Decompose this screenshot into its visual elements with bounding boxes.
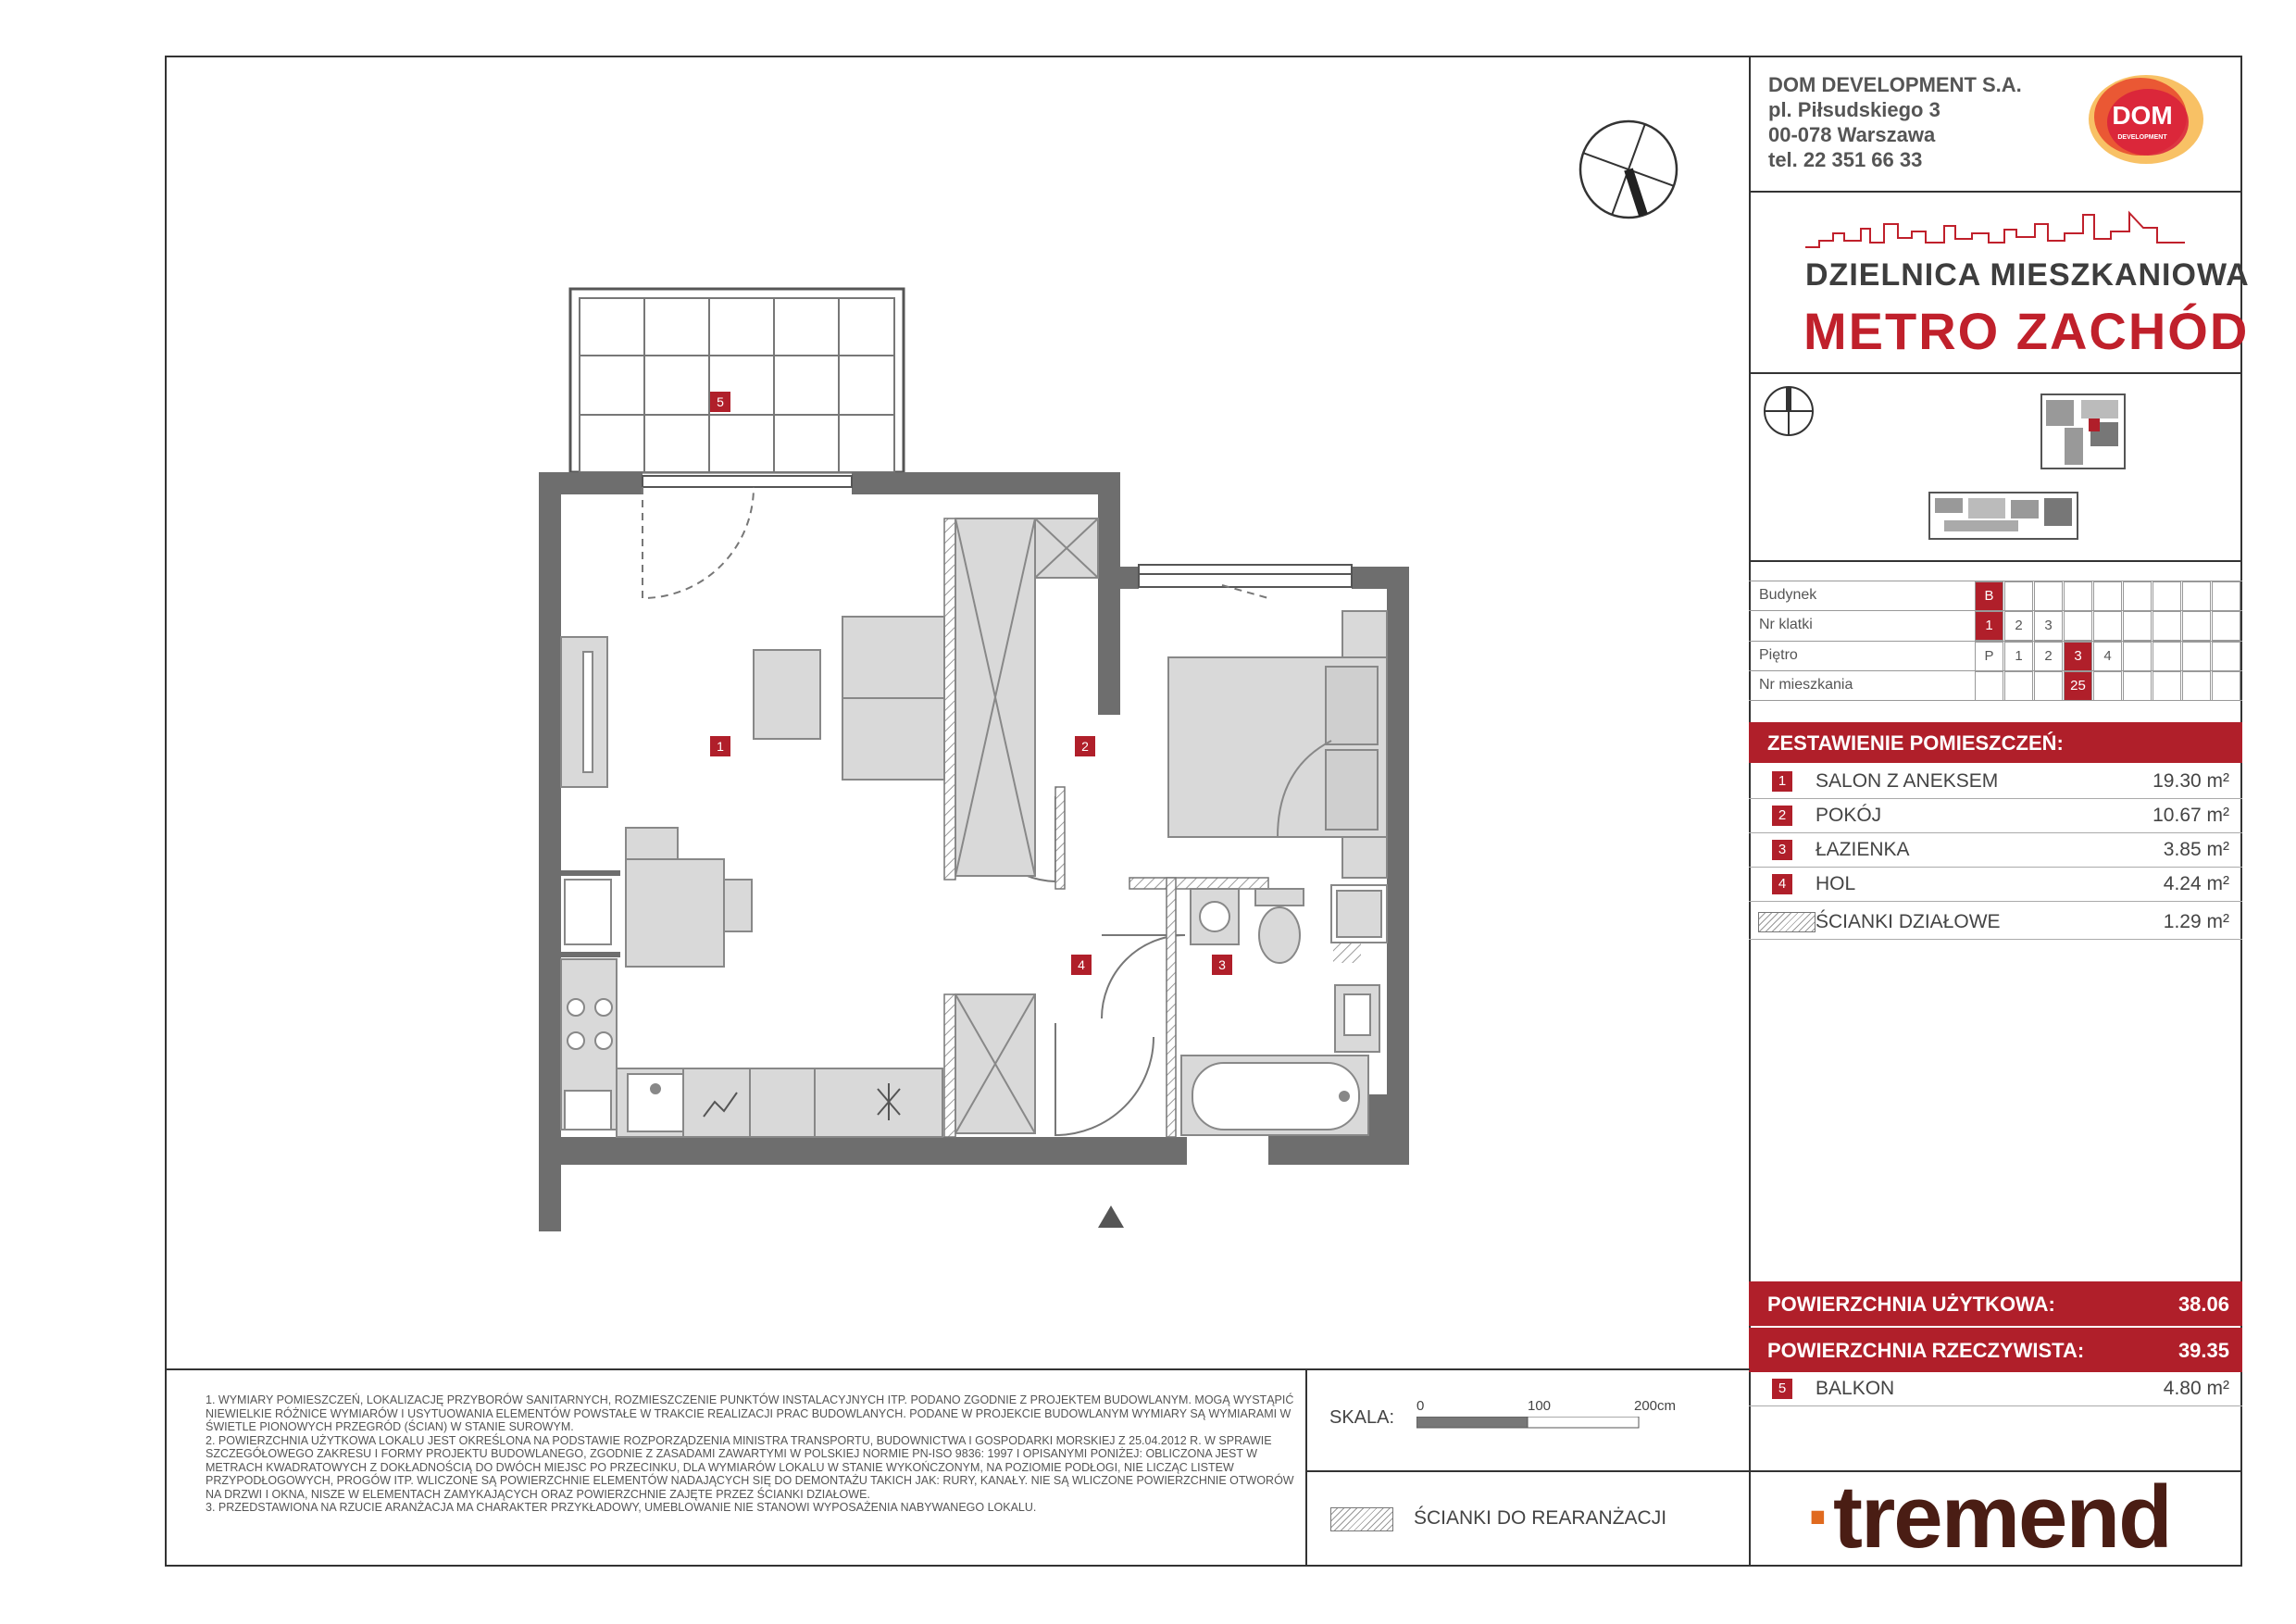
- scale-tick-0: 0: [1416, 1398, 1425, 1414]
- room-area: 3.85 m²: [2163, 839, 2229, 860]
- company-street: pl. Piłsudskiego 3: [1768, 98, 1940, 121]
- grid-cell-stair: [2182, 611, 2211, 641]
- project-line2: METRO ZACHÓD: [1803, 302, 2250, 360]
- grid-cell-floor: [2123, 642, 2152, 671]
- room-label-5: 5: [710, 392, 730, 412]
- grid-cell-flat: [2123, 671, 2152, 701]
- room-label-4: 4: [1071, 955, 1092, 975]
- grid-cell-floor: [2212, 642, 2240, 671]
- wardrobe: [955, 518, 1098, 1133]
- balcony: [570, 289, 904, 472]
- stair-label: Nr klatki: [1759, 617, 1813, 632]
- grid-cell-flat: [2182, 671, 2211, 701]
- grid-cell-stair: 2: [2004, 611, 2033, 641]
- scale-label: SKALA:: [1329, 1407, 1395, 1428]
- scale-bar: [1416, 1417, 1648, 1434]
- room-label-2: 2: [1075, 736, 1095, 756]
- entrance-arrow: [1098, 1206, 1124, 1228]
- furniture: [561, 617, 944, 1137]
- grid-cell-flat: [2093, 671, 2122, 701]
- grid-cell-floor: 3: [2064, 642, 2092, 671]
- grid-cell-floor: P: [1975, 642, 2003, 671]
- grid-cell-building: [2152, 581, 2181, 611]
- room-num: 2: [1772, 806, 1792, 826]
- room-area: 4.24 m²: [2163, 873, 2229, 894]
- bathroom-fixtures: [1181, 885, 1387, 1135]
- company-city: 00-078 Warszawa: [1768, 123, 1936, 146]
- room-num: 4: [1772, 874, 1792, 894]
- divider: [1749, 191, 2242, 193]
- room-num: 1: [1772, 771, 1792, 792]
- grid-cell-stair: [2064, 611, 2092, 641]
- key-plan-icon: [1926, 391, 2129, 553]
- grid-cell-floor: [2152, 642, 2181, 671]
- grid-cell-stair: [2212, 611, 2240, 641]
- rooms-header: ZESTAWIENIE POMIESZCZEŃ:: [1749, 722, 2242, 763]
- grid-cell-building: [2034, 581, 2063, 611]
- floor-plan: [518, 120, 1750, 1231]
- grid-cell-flat: [2152, 671, 2181, 701]
- room-label-3: 3: [1212, 955, 1232, 975]
- grid-cell-building: [2212, 581, 2240, 611]
- grid-cell-building: [2123, 581, 2152, 611]
- grid-cell-floor: 1: [2004, 642, 2033, 671]
- building-label: Budynek: [1759, 587, 1817, 603]
- hatch-swatch: [1758, 912, 1816, 932]
- dom-development-logo: [2081, 69, 2211, 170]
- notes: [206, 1393, 1298, 1515]
- room-name: POKÓJ: [1816, 805, 1882, 826]
- grid-cell-building: [2064, 581, 2092, 611]
- grid-cell-stair: 3: [2034, 611, 2063, 641]
- company-block: [1768, 72, 2022, 172]
- grid-cell-stair: [2152, 611, 2181, 641]
- legend-text: ŚCIANKI DO REARANŻACJI: [1414, 1507, 1667, 1529]
- room-name: ŁAZIENKA: [1816, 839, 1910, 860]
- bed: [1168, 611, 1387, 878]
- room-label-1: 1: [710, 736, 730, 756]
- grid-cell-flat: [2034, 671, 2063, 701]
- room-name: HOL: [1816, 873, 1856, 894]
- room-area: 19.30 m²: [2152, 770, 2229, 792]
- grid-cell-flat: [2004, 671, 2033, 701]
- grid-cell-building: B: [1975, 581, 2003, 611]
- grid-cell-floor: 2: [2034, 642, 2063, 671]
- grid-cell-floor: [2182, 642, 2211, 671]
- divider: [1749, 560, 2242, 562]
- notes-divider: [165, 1368, 1750, 1370]
- tremend-logo: ·tremend: [1805, 1468, 2171, 1567]
- room-row: [1749, 868, 2242, 902]
- company-name: DOM DEVELOPMENT S.A.: [1768, 73, 2022, 96]
- room-row: [1749, 765, 2242, 799]
- note-2: 2. POWIERZCHNIA UŻYTKOWA LOKALU JEST OKREŚLONA NA PODSTAWIE ROZPORZĄDZENIA MINISTRA TRANSPORTU, BUDOWNICTWA I GOSPODARKI MORSKIEJ Z 25.04.2012 R. W SPRAWIE SZCZEGÓŁOWEGO ZAKRESU I FORMY PROJEKTU BUDOWLANEGO, ZGODNIE Z ZASADAMI ZAWARTYMI W POLSKIEJ NORMIE PN-ISO 9836: 1997 I OPISANYMI PONIŻEJ: OBLICZONA JEST W METRACH KWADRATOWYCH Z DOKŁADNOŚCIĄ DO DWÓCH MIEJSC PO PRZECINKU, DLA WYMIARÓW LOKALU W STANIE WYKOŃCZONYM, NA POZIOMIE PODŁOGI, NIE LICZĄC LISTEW PRZYPODŁOGOWYCH, PROGÓW ITP. WLICZONE SĄ POWIERZCHNIE ELEMENTÓW NADAJĄCYCH SIĘ DO DEMONTAŻU TAKICH JAK: RURY, KANAŁY. NIE SĄ WLICZONE POWIERZCHNIE OTWORÓW NA DRZWI I OKNA, NISZE W ELEMENTACH ZAMYKAJĄCYCH ORAZ POWIERZCHNIE ZAJĘTE PRZEZ ŚCIANKI DZIAŁOWE.: [206, 1433, 1294, 1501]
- room-num: 3: [1772, 840, 1792, 860]
- partitions-row: ŚCIANKI DZIAŁOWE 1.29 m²: [1749, 906, 2242, 940]
- grid-cell-stair: 1: [1975, 611, 2003, 641]
- grid-cell-flat: [2212, 671, 2240, 701]
- room-area: 10.67 m²: [2152, 805, 2229, 826]
- floor-label: Piętro: [1759, 647, 1798, 663]
- room-row: [1749, 799, 2242, 833]
- compass-small-icon: [1763, 385, 1815, 442]
- project-line1: DZIELNICA MIESZKANIOWA: [1805, 257, 2250, 293]
- notes-vline: [1305, 1368, 1307, 1567]
- grid-cell-building: [2182, 581, 2211, 611]
- grid-cell-stair: [2093, 611, 2122, 641]
- balcony-row: 5 BALKON 4.80 m²: [1749, 1372, 2242, 1406]
- grid-cell-flat: [1975, 671, 2003, 701]
- logo-text: DOM: [2112, 101, 2173, 130]
- divider: [1749, 372, 2242, 374]
- company-phone: tel. 22 351 66 33: [1768, 148, 1923, 171]
- scale-tick-200: 200cm: [1634, 1398, 1677, 1414]
- grid-cell-floor: 4: [2093, 642, 2122, 671]
- flat-label: Nr mieszkania: [1759, 677, 1853, 693]
- scale-tick-100: 100: [1528, 1398, 1552, 1414]
- usable-area-bar: POWIERZCHNIA UŻYTKOWA: 38.06: [1749, 1281, 2242, 1326]
- scale-divider: [1305, 1470, 1750, 1472]
- legend-hatch: [1330, 1507, 1393, 1531]
- grid-cell-building: [2004, 581, 2033, 611]
- logo-sub: DEVELOPMENT: [2117, 134, 2167, 141]
- room-name: SALON Z ANEKSEM: [1816, 770, 1999, 792]
- grid-cell-stair: [2123, 611, 2152, 641]
- skyline-icon: [1805, 206, 2185, 256]
- note-3: 3. PRZEDSTAWIONA NA RZUCIE ARANŻACJA MA CHARAKTER PRZYKŁADOWY, UMEBLOWANIE NIE STANOWI WYPOSAŻENIA NABYWANEGO LOKALU.: [206, 1501, 1037, 1514]
- grid-cell-flat: 25: [2064, 671, 2092, 701]
- grid-cell-building: [2093, 581, 2122, 611]
- real-area-bar: POWIERZCHNIA RZECZYWISTA: 39.35: [1749, 1328, 2242, 1372]
- room-row: [1749, 833, 2242, 868]
- note-1: 1. WYMIARY POMIESZCZEŃ, LOKALIZACJĘ PRZYBORÓW SANITARNYCH, ROZMIESZCZENIE PUNKTÓW INSTALACYJNYCH ITP. PODANO ZGODNIE Z PROJEKTEM BUDOWLANYM. MOGĄ WYSTĄPIĆ NIEWIELKIE RÓŻNICE WYMIARÓW I USYTUOWANIA ELEMENTÓW POWSTAŁE W TRAKCIE REALIZACJI PRAC BUDOWLANYCH. PODANE W PROJEKCIE BUDOWLANYM WYMIARY SĄ WYMIARAMI W ŚWIETLE PIONOWYCH PRZEGRÓD (ŚCIAN) W STANIE SUROWYM.: [206, 1393, 1294, 1433]
